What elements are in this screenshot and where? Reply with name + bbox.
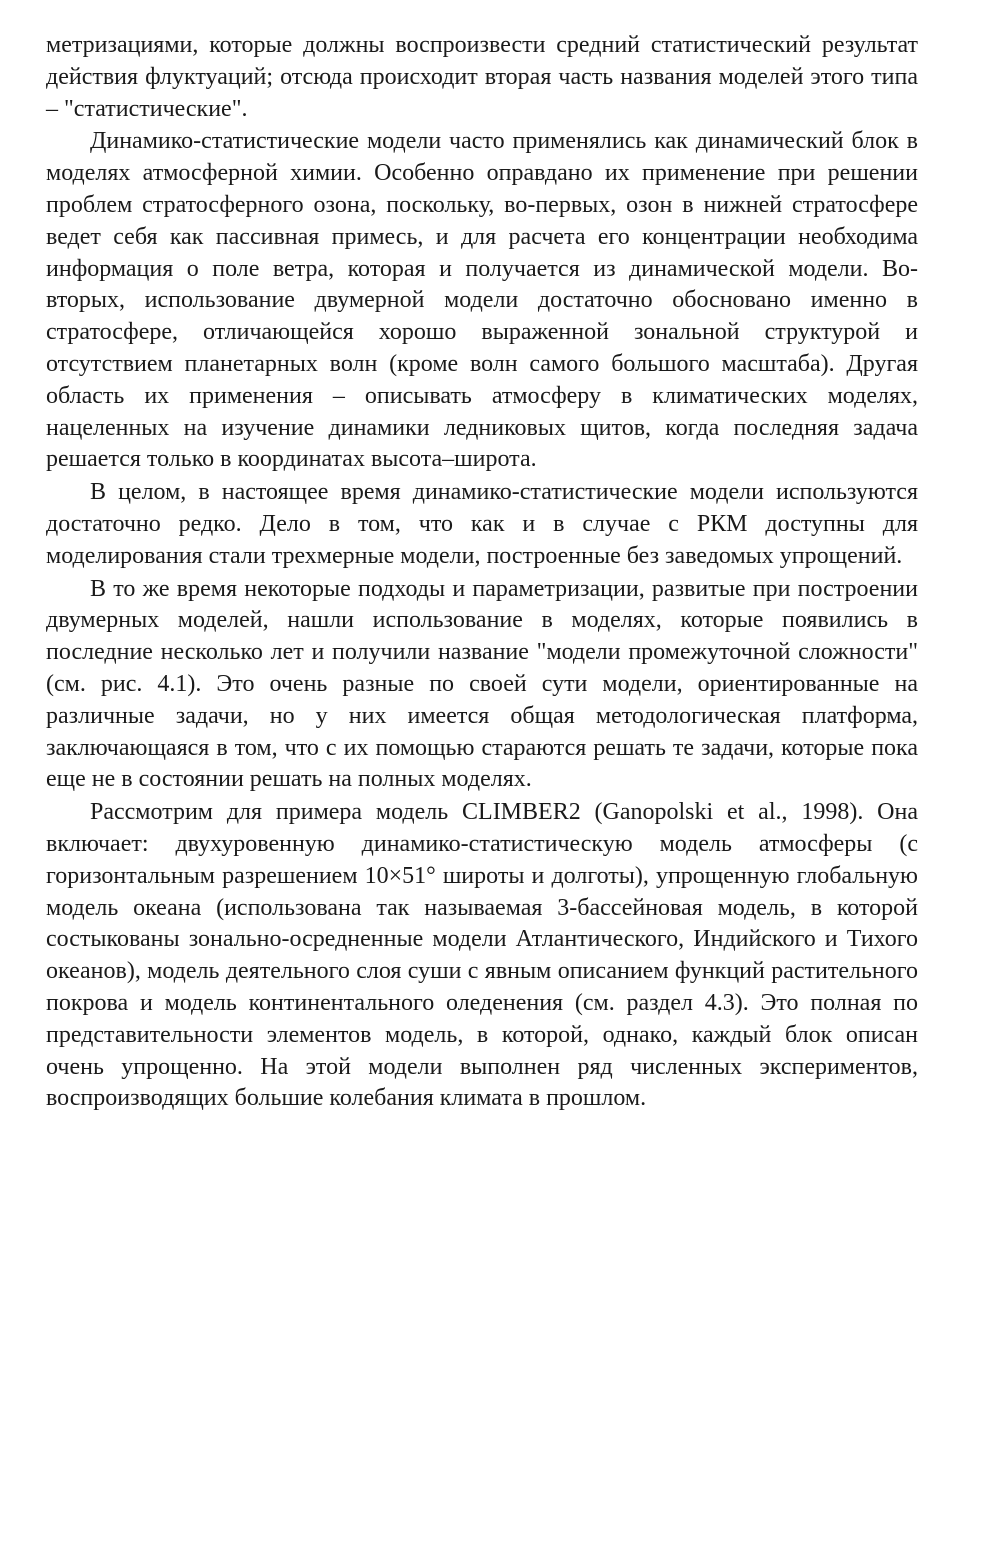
- paragraph-3: В целом, в настоящее время динамико-статистические модели используются достаточно редко. Дело в том, что как и в случае с РКМ доступны для моделирования стали трехмерные модели, построенные без заведомых упрощений.: [46, 479, 918, 569]
- paragraph-5: Рассмотрим для примера модель CLIMBER2 (Ganopolski et al., 1998). Она включает: двухуровенную динамико-статистическую модель атмосферы (с горизонтальным разрешением 10×51° широты и долготы), упрощенную глобальную модель океана (использована так называемая 3-бассейновая модель, в которой состыкованы зонально-осредненные модели Атлантического, Индийского и Тихого океанов), модель деятельного слоя суши с явным описанием функций растительного покрова и модель континентального оледенения (см. раздел 4.3). Это полная по представительности элементов модель, в которой, однако, каждый блок описан очень упрощенно. На этой модели выполнен ряд численных экспериментов, воспроизводящих большие колебания климата в прошлом.: [46, 799, 918, 1112]
- document-page: [46, 30, 918, 1115]
- paragraph-1: метризациями, которые должны воспроизвести средний статистический результат действия флуктуаций; отсюда происходит вторая часть названия моделей этого типа – "статистические".: [46, 32, 918, 122]
- paragraph-4: В то же время некоторые подходы и параметризации, развитые при построении двумерных моделей, нашли использование в моделях, которые появились в последние несколько лет и получили название "модели промежуточной сложности" (см. рис. 4.1). Это очень разные по своей сути модели, ориентированные на различные задачи, но у них имеется общая методологическая платформа, заключающаяся в том, что с их помощью стараются решать те задачи, которые пока еще не в состоянии решать на полных моделях.: [46, 575, 918, 793]
- paragraph-2: Динамико-статистические модели часто применялись как динамический блок в моделях атмосферной химии. Особенно оправдано их применение при решении проблем стратосферного озона, поскольку, во-первых, озон в нижней стратосфере ведет себя как пассивная примесь, и для расчета его концентрации необходима информация о поле ветра, которая и получается из динамической модели. Во-вторых, использование двумерной модели достаточно обосновано именно в стратосфере, отличающейся хорошо выраженной зональной структурой и отсутствием планетарных волн (кроме волн самого большого масштаба). Другая область их применения – описывать атмосферу в климатических моделях, нацеленных на изучение динамики ледниковых щитов, когда последняя задача решается только в координатах высота–широта.: [46, 128, 918, 473]
